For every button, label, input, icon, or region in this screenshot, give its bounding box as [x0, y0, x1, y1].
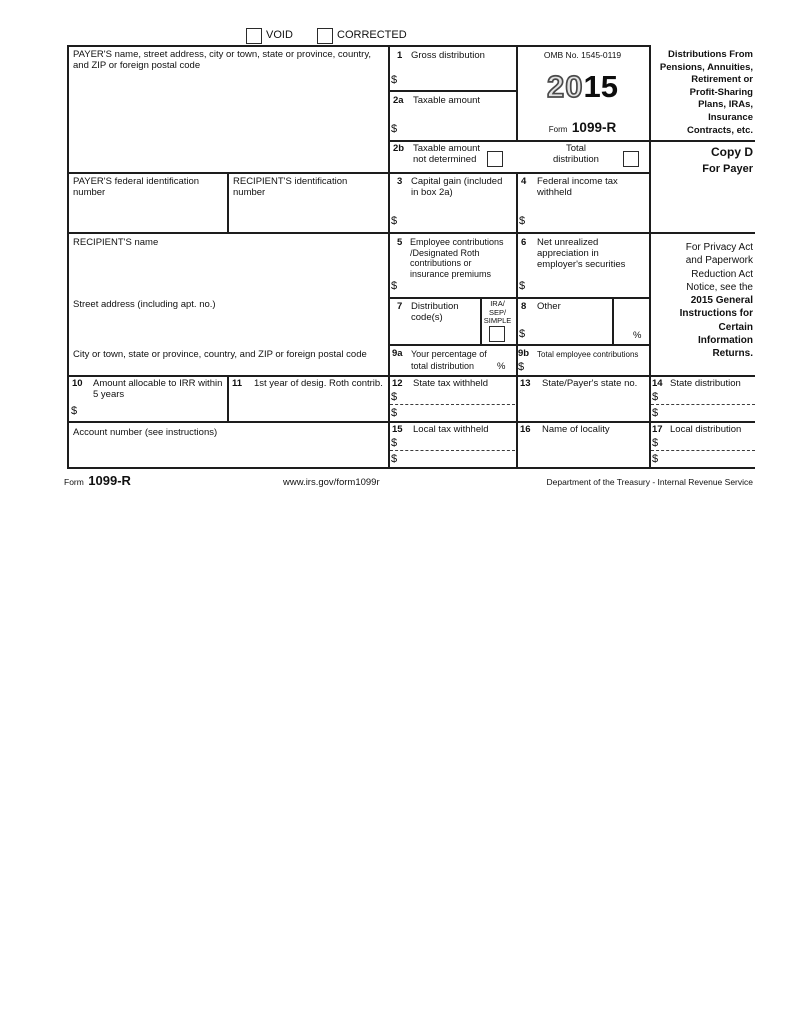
box16-label: Name of locality — [542, 424, 610, 435]
recipient-name-label: RECIPIENT'S name — [73, 237, 159, 248]
footer-form-word: Form — [64, 477, 84, 487]
grid-line-bottom — [67, 467, 755, 469]
footer-department: Department of the Treasury - Internal Revenue Service — [546, 477, 753, 487]
box1-dollar: $ — [391, 74, 398, 86]
box3-label: Capital gain (included in box 2a) — [411, 176, 503, 198]
tax-year-outline: 20 — [547, 69, 584, 104]
form-title-line: Retirement or — [691, 74, 753, 86]
grid-line — [388, 344, 650, 346]
privacy-line: Reduction Act — [691, 268, 753, 280]
form-number: 1099-R — [571, 120, 617, 135]
ira-line: SIMPLE — [483, 316, 512, 325]
ira-line: SEP/ — [488, 307, 507, 317]
box12-number: 12 — [392, 378, 403, 389]
ira-sep-simple-checkbox[interactable] — [489, 326, 505, 342]
box8-dollar: $ — [519, 328, 526, 340]
box16-number: 16 — [520, 424, 531, 435]
dashed-line — [390, 450, 515, 451]
privacy-line: Notice, see the — [686, 281, 753, 293]
form-title-line: Profit-Sharing — [689, 86, 753, 98]
box15-label: Local tax withheld — [413, 424, 489, 435]
box13-label: State/Payer's state no. — [542, 378, 638, 389]
grid-line — [227, 375, 229, 421]
footer-form-number: 1099-R — [88, 473, 131, 488]
account-label: Account number (see instructions) — [73, 427, 218, 438]
grid-line-top — [67, 45, 650, 47]
for-payer-label: For Payer — [702, 163, 753, 175]
dashed-line — [390, 404, 515, 405]
privacy-line: and Paperwork — [685, 255, 753, 267]
box2b-label-a: Taxable amount not determined — [413, 143, 481, 165]
box3-number: 3 — [397, 176, 403, 187]
box12-label: State tax withheld — [413, 378, 488, 389]
box17-dollar-2: $ — [652, 453, 659, 465]
box15-dollar-2: $ — [391, 453, 398, 465]
grid-line-left — [67, 45, 69, 469]
privacy-line: For Privacy Act — [685, 242, 753, 253]
box6-dollar: $ — [519, 280, 526, 292]
grid-line — [227, 172, 229, 232]
form-title-line: Distributions From — [668, 49, 753, 60]
box2a-label: Taxable amount — [413, 95, 481, 106]
box14-number: 14 — [652, 378, 663, 389]
box7-label: Distribution code(s) — [411, 301, 459, 323]
street-label: Street address (including apt. no.) — [73, 299, 216, 310]
corrected-checkbox[interactable] — [317, 28, 333, 44]
box14-dollar-1: $ — [652, 391, 659, 403]
privacy-line-bold: Information — [698, 335, 753, 347]
grid-line — [67, 172, 650, 174]
grid-line — [388, 140, 755, 142]
grid-line — [67, 232, 755, 234]
box9a-number: 9a — [392, 348, 403, 359]
grid-line — [67, 375, 755, 377]
form-title-line: Plans, IRAs, — [698, 99, 753, 111]
privacy-notice — [666, 241, 753, 361]
corrected-label: CORRECTED — [337, 29, 407, 41]
city-label: City or town, state or province, country, and ZIP or foreign postal code — [73, 349, 367, 360]
box10-dollar: $ — [71, 405, 78, 417]
void-checkbox[interactable] — [246, 28, 262, 44]
box7-number: 7 — [397, 301, 403, 312]
box14-dollar-2: $ — [652, 407, 659, 419]
ira-sep-simple-label — [481, 300, 514, 326]
box4-number: 4 — [521, 176, 527, 187]
box9a-label: Your percentage of total distribution — [411, 349, 487, 371]
void-label: VOID — [266, 29, 293, 41]
dashed-line — [651, 404, 755, 405]
box9b-label: Total employee contributions — [537, 350, 639, 359]
grid-line — [67, 421, 755, 423]
grid-line — [388, 45, 390, 469]
box17-dollar-1: $ — [652, 437, 659, 449]
grid-line — [516, 172, 518, 467]
box9b-dollar: $ — [518, 361, 525, 373]
box15-number: 15 — [392, 424, 403, 435]
box2a-dollar: $ — [391, 123, 398, 135]
privacy-line-bold: Certain — [718, 321, 753, 333]
box13-number: 13 — [520, 378, 531, 389]
box5-number: 5 — [397, 237, 403, 248]
box12-dollar-1: $ — [391, 391, 398, 403]
form-title — [656, 49, 753, 137]
box15-dollar-1: $ — [391, 437, 398, 449]
privacy-line-bold: 2015 General — [690, 295, 753, 307]
box1-number: 1 — [397, 50, 403, 61]
form-title-line: Contracts, etc. — [687, 124, 753, 136]
box17-number: 17 — [652, 424, 663, 435]
box5-dollar: $ — [391, 280, 398, 292]
payer-fed-id-label: PAYER'S federal identification number — [73, 176, 200, 198]
box2b-label-b: Total distribution — [553, 143, 599, 165]
tax-year-bold: 15 — [583, 69, 618, 104]
copy-d-label: Copy D — [711, 145, 753, 159]
payer-name-label: PAYER'S name, street address, city or town, state or province, country, and ZIP or foreign postal code — [73, 49, 372, 71]
omb-number: OMB No. 1545-0119 — [543, 50, 622, 60]
box8-label: Other — [537, 301, 561, 312]
form-title-line: Insurance — [708, 111, 753, 123]
box3-dollar: $ — [391, 215, 398, 227]
total-distribution-checkbox[interactable] — [623, 151, 639, 167]
box12-dollar-2: $ — [391, 407, 398, 419]
box2b-number: 2b — [393, 143, 405, 154]
ira-line: IRA/ — [490, 299, 505, 308]
box5-label: Employee contributions /Designated Roth contributions or insurance premiums — [410, 237, 504, 279]
privacy-line-bold: Returns. — [712, 348, 753, 360]
box2a-number: 2a — [393, 95, 404, 106]
box11-number: 11 — [232, 378, 243, 389]
grid-line — [388, 297, 650, 299]
grid-line — [388, 90, 516, 92]
form-number-line — [517, 119, 648, 137]
box14-label: State distribution — [670, 378, 741, 389]
box4-dollar: $ — [519, 215, 526, 227]
box8-percent: % — [633, 330, 642, 341]
footer-form-line — [64, 472, 131, 490]
taxable-not-determined-checkbox[interactable] — [487, 151, 503, 167]
box10-number: 10 — [72, 378, 83, 389]
box11-label: 1st year of desig. Roth contrib. — [254, 378, 383, 389]
box10-label: Amount allocable to IRR within 5 years — [93, 378, 223, 400]
tax-year — [517, 71, 648, 102]
recipient-id-label: RECIPIENT'S identification number — [233, 176, 348, 198]
form-title-line: Pensions, Annuities, — [659, 61, 753, 73]
box1-label: Gross distribution — [411, 50, 485, 61]
box9b-number: 9b — [518, 348, 530, 359]
dashed-line — [651, 450, 755, 451]
box6-label: Net unrealized appreciation in employer's securities — [537, 237, 626, 270]
grid-line — [612, 297, 614, 344]
footer-url: www.irs.gov/form1099r — [283, 477, 380, 488]
box8-number: 8 — [521, 301, 527, 312]
box4-label: Federal income tax withheld — [537, 176, 618, 198]
box17-label: Local distribution — [670, 424, 742, 435]
box6-number: 6 — [521, 237, 527, 248]
form-word: Form — [548, 125, 568, 134]
privacy-line-bold: Instructions for — [679, 308, 753, 320]
box9a-percent: % — [497, 361, 506, 372]
